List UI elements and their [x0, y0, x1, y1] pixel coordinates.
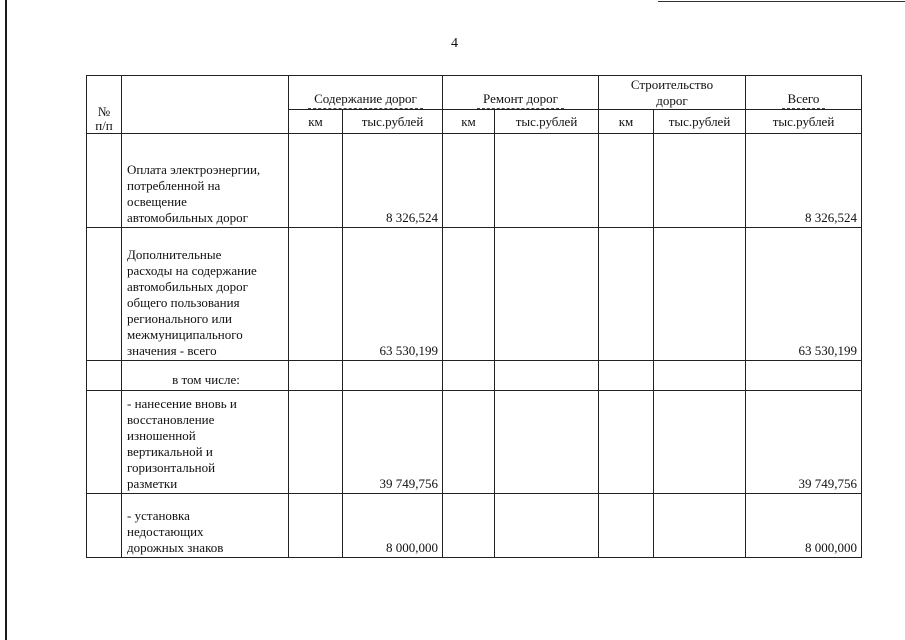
row-total-rub: 8 000,000	[746, 494, 862, 558]
row-maintenance-rub	[343, 361, 443, 391]
cell-empty	[289, 134, 343, 228]
row-total-rub	[746, 361, 862, 391]
header-maintenance-cell	[289, 76, 443, 110]
row-num	[87, 361, 122, 391]
cell-empty	[443, 494, 495, 558]
cell-empty	[495, 228, 599, 361]
row-name-text: в том числе:	[172, 372, 240, 387]
row-name-text: - установка недостающих дорожных знаков	[127, 508, 224, 555]
header-construction-cell	[599, 76, 746, 110]
header-total: Всего	[782, 91, 826, 109]
cell-empty	[599, 391, 654, 494]
cell-empty	[443, 361, 495, 391]
cell-empty	[443, 391, 495, 494]
header-maintenance-rub: тыс.рублей	[343, 110, 443, 134]
header-name-cell	[122, 76, 289, 134]
cell-empty	[495, 134, 599, 228]
cell-empty	[495, 391, 599, 494]
budget-table	[86, 75, 862, 558]
header-repair: Ремонт дорог	[477, 91, 564, 109]
row-maintenance-rub: 63 530,199	[343, 228, 443, 361]
row-name	[122, 391, 289, 494]
header-maintenance: Содержание дорог	[308, 91, 423, 109]
row-maintenance-rub: 39 749,756	[343, 391, 443, 494]
cell-empty	[654, 134, 746, 228]
row-num	[87, 134, 122, 228]
row-num	[87, 228, 122, 361]
cell-empty	[599, 134, 654, 228]
cell-empty	[443, 134, 495, 228]
header-construction-km: км	[599, 110, 654, 134]
header-construction: Строительство дорог	[630, 77, 714, 108]
cell-empty	[654, 228, 746, 361]
page-number: 4	[451, 36, 458, 51]
header-repair-rub: тыс.рублей	[495, 110, 599, 134]
header-maintenance-km: км	[289, 110, 343, 134]
cell-empty	[599, 228, 654, 361]
scan-left-border	[5, 0, 7, 640]
row-total-rub: 8 326,524	[746, 134, 862, 228]
top-rule-line	[658, 1, 905, 2]
row-num	[87, 391, 122, 494]
row-maintenance-rub: 8 326,524	[343, 134, 443, 228]
cell-empty	[599, 494, 654, 558]
cell-empty	[599, 361, 654, 391]
cell-empty	[495, 361, 599, 391]
row-name-text: Дополнительные расходы на содержание автомобильных дорог общего пользования регионального или межмуниципального значения - всего	[127, 247, 257, 358]
header-total-cell	[746, 76, 862, 110]
header-repair-km: км	[443, 110, 495, 134]
header-repair-cell	[443, 76, 599, 110]
cell-empty	[289, 361, 343, 391]
row-maintenance-rub: 8 000,000	[343, 494, 443, 558]
header-construction-rub: тыс.рублей	[654, 110, 746, 134]
table-row	[87, 361, 862, 391]
row-num	[87, 494, 122, 558]
header-num: № п/п	[95, 104, 113, 133]
row-name	[122, 228, 289, 361]
cell-empty	[289, 494, 343, 558]
cell-empty	[654, 391, 746, 494]
row-name	[122, 361, 289, 391]
header-num-cell	[87, 76, 122, 134]
cell-empty	[289, 228, 343, 361]
cell-empty	[654, 494, 746, 558]
cell-empty	[495, 494, 599, 558]
table-row	[87, 494, 862, 558]
cell-empty	[654, 361, 746, 391]
table-row	[87, 391, 862, 494]
cell-empty	[443, 228, 495, 361]
row-name	[122, 494, 289, 558]
header-total-rub: тыс.рублей	[746, 110, 862, 134]
row-name-text: - нанесение вновь и восстановление изношенной вертикальной и горизонтальной разметки	[127, 396, 237, 491]
row-total-rub: 63 530,199	[746, 228, 862, 361]
header-row-main	[87, 76, 862, 110]
row-name	[122, 134, 289, 228]
table-row	[87, 228, 862, 361]
cell-empty	[289, 391, 343, 494]
row-name-text: Оплата электроэнергии, потребленной на освещение автомобильных дорог	[127, 162, 261, 225]
row-total-rub: 39 749,756	[746, 391, 862, 494]
table-row	[87, 134, 862, 228]
